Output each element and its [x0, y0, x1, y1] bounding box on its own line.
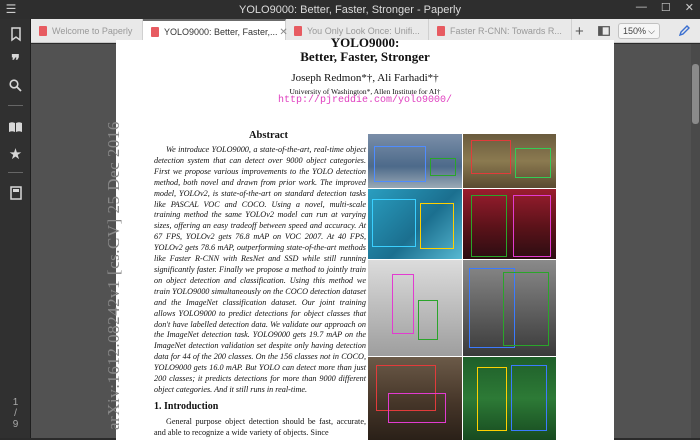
sidebar-divider — [8, 172, 23, 173]
library-icon[interactable] — [7, 120, 24, 137]
scrollbar-thumb[interactable] — [692, 64, 699, 124]
figure-image-people — [463, 189, 556, 259]
scrollbar[interactable] — [691, 44, 700, 438]
minimize-icon[interactable]: — — [635, 1, 647, 13]
arxiv-identifier: arXiv:1612.08242v1 [cs.CV] 25 Dec 2016 — [104, 121, 123, 430]
pdf-icon — [39, 26, 47, 36]
tab-yolo[interactable]: You Only Look Once: Unifi... — [286, 19, 429, 43]
figure-image-otter — [368, 357, 462, 440]
new-tab-icon[interactable]: + — [575, 22, 584, 40]
close-window-icon[interactable]: ✕ — [684, 2, 694, 14]
maximize-icon[interactable]: ☐ — [660, 2, 671, 14]
zoom-select[interactable]: 150% ⌵ — [618, 23, 660, 39]
bookmark-icon[interactable] — [7, 27, 24, 44]
figure-image-dogs — [463, 260, 556, 356]
paper-affiliation: University of Washington*, Allen Institute for AI† — [289, 87, 441, 96]
quote-icon[interactable]: ❞ — [11, 53, 20, 70]
detection-figure — [368, 134, 556, 440]
notebook-icon[interactable] — [7, 186, 24, 203]
menu-icon[interactable]: ☰ — [5, 2, 17, 16]
tab-faster-rcnn[interactable]: Faster R-CNN: Towards R... — [429, 19, 572, 43]
title-bar — [0, 0, 700, 19]
star-icon[interactable]: ★ — [8, 146, 23, 163]
paper-title: Better, Faster, Stronger — [300, 49, 430, 64]
pdf-page — [104, 35, 614, 440]
intro-text: General purpose object detection should be fast, accurate, and able to recognize a wide variety of objects. Since — [154, 417, 366, 437]
figure-image-whale — [368, 134, 462, 188]
page-slash: / — [14, 408, 17, 419]
section-heading: 1. Introduction — [154, 401, 219, 412]
document-viewer[interactable] — [31, 35, 700, 438]
tab-welcome[interactable]: Welcome to Paperly — [31, 19, 143, 43]
page-current: 1 — [12, 397, 19, 408]
window-title: YOLO9000: Better, Faster, Stronger - Paperly — [239, 3, 461, 16]
paper-title-line1: YOLO9000: — [330, 35, 400, 50]
close-tab-icon[interactable]: ✕ — [279, 26, 288, 38]
paper-authors: Joseph Redmon*†, Ali Farhadi*† — [291, 72, 439, 84]
page-total: 9 — [12, 419, 19, 430]
sidebar-divider — [8, 105, 23, 106]
tab-yolo9000[interactable]: YOLO9000: Better, Faster,... ✕ — [143, 19, 286, 43]
figure-image-dolphin — [368, 189, 462, 259]
figure-image-team — [463, 357, 556, 440]
sidebar — [0, 19, 31, 438]
paper-url[interactable]: http://pjreddie.com/yolo9000/ — [277, 95, 453, 106]
window-controls — [636, 1, 694, 14]
chevron-down-icon: ⌵ — [648, 25, 655, 36]
abstract-text: We introduce YOLO9000, a state-of-the-art, real-time object detection system that can detect over 9000 object categories. First we propose various improvements to the YOLO detection method, both novel and drawn from prior work. The improved model, YOLOv2, is state-of-the-art on standard detection tasks like PASCAL VOC and COCO. Using a novel, multi-scale training method the same YOLOv2 model can run at varying sizes, offering an easy tradeoff between speed and accuracy. At 67 FPS, YOLOv2 gets 76.8 mAP on VOC 2007. At 40 FPS, YOLOv2 gets 78.6 mAP, outperforming state-of-the-art methods like Faster R-CNN with ResNet and SSD while still running significantly faster. Finally we propose a method to jointly train on object detection and classification. Using this method we train YOLO9000 simultaneously on the COCO detection dataset and the ImageNet classification dataset. Our joint training allows YOLO9000 to predict detections for object classes that don't have labelled detection data. We validate our approach on the ImageNet detection task. YOLO9000 gets 19.7 mAP on the ImageNet detection validation set despite only having detection data for 44 of the 200 classes. On the 156 classes not in COCO, YOLO9000 gets 16.0 mAP. But YOLO can detect more than just 200 classes; it predicts detections for more than 9000 different object categories. And it still runs in real-time. — [154, 145, 366, 394]
pen-icon[interactable] — [678, 19, 690, 43]
search-icon[interactable] — [7, 79, 24, 96]
figure-image-skiers — [368, 260, 462, 356]
figure-image-animals — [463, 134, 556, 188]
abstract-heading: Abstract — [248, 130, 289, 141]
